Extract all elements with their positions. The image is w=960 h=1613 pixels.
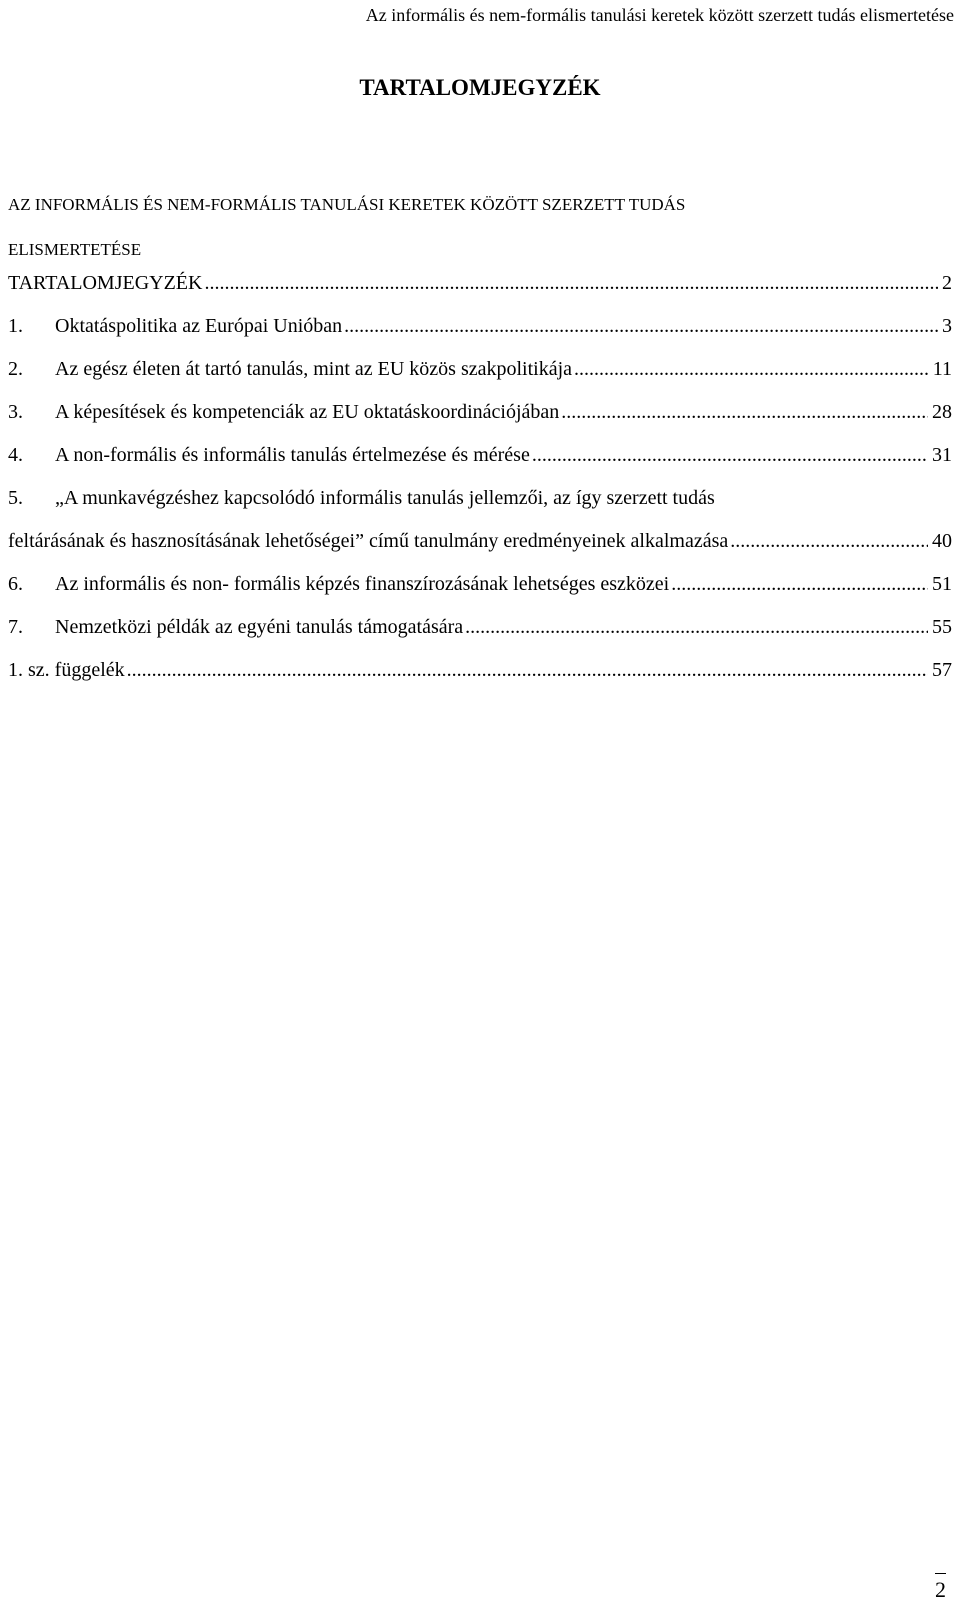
toc-entry-text: Az informális és non- formális képzés finanszírozásának lehetséges eszközei (55, 573, 670, 595)
toc-entry-2[interactable] (8, 355, 952, 383)
toc-leader-dots (671, 570, 928, 598)
toc-page-number: 55 (932, 616, 952, 638)
toc-entry-6[interactable] (8, 570, 952, 598)
toc-entry-text: 1. sz. függelék (8, 659, 125, 681)
toc-entry-number: 7. (8, 616, 23, 638)
toc-entry-1[interactable] (8, 312, 952, 340)
toc-entry-text: Oktatáspolitika az Európai Unióban (55, 315, 343, 337)
toc-page-number: 51 (932, 573, 952, 595)
page-title: TARTALOMJEGYZÉK (359, 75, 601, 100)
toc-entry-7[interactable] (8, 613, 952, 641)
toc-leader-dots (532, 441, 928, 469)
toc-entry-text: „A munkavégzéshez kapcsolódó informális tanulás jellemzői, az így szerzett tudás (55, 487, 715, 509)
toc-entry-number: 2. (8, 358, 23, 380)
toc-entry-5-first-line[interactable] (8, 484, 952, 512)
toc-entry-3[interactable] (8, 398, 952, 426)
document-title-line-2: ELISMERTETÉSE (8, 240, 142, 259)
toc-leader-dots (127, 656, 928, 684)
toc-leader-dots (561, 398, 928, 426)
toc-leader-dots (574, 355, 929, 383)
toc-page-number: 31 (932, 444, 952, 466)
toc-entry-number: 3. (8, 401, 23, 423)
toc-leader-dots (465, 613, 928, 641)
toc-leader-dots (730, 527, 928, 555)
toc-page-number: 3 (942, 315, 952, 337)
toc-entry-number: 4. (8, 444, 23, 466)
toc-entry-text: A non-formális és informális tanulás értelmezése és mérése (55, 444, 530, 466)
toc-entry-text: Az egész életen át tartó tanulás, mint az EU közös szakpolitikája (55, 358, 573, 380)
toc-entry-tartalomjegyzek[interactable] (8, 269, 952, 297)
toc-entry-text: feltárásának és hasznosításának lehetőségei” című tanulmány eredményeinek alkalmazása (8, 530, 729, 552)
document-title-line-1: AZ INFORMÁLIS ÉS NEM-FORMÁLIS TANULÁSI KERETEK KÖZÖTT SZERZETT TUDÁS (8, 195, 686, 214)
toc-page-number: 28 (932, 401, 952, 423)
toc-leader-dots (344, 312, 938, 340)
toc-page-number: 2 (942, 272, 952, 294)
toc-entry-number: 5. (8, 487, 23, 509)
toc-entry-text: Nemzetközi példák az egyéni tanulás támogatására (55, 616, 464, 638)
toc-entry-number: 6. (8, 573, 23, 595)
running-header: Az informális és nem-formális tanulási keretek között szerzett tudás elismertetése (365, 5, 954, 25)
toc-entry-number: 1. (8, 315, 23, 337)
toc-entry-appendix-1[interactable] (8, 656, 952, 684)
toc-page-number: 57 (932, 659, 952, 681)
toc-entry-5-second-line[interactable] (8, 527, 952, 555)
toc-page-number: 11 (932, 358, 952, 380)
toc-page-number: 40 (932, 530, 952, 552)
toc-leader-dots (204, 269, 938, 297)
toc-entry-text: TARTALOMJEGYZÉK (8, 272, 203, 294)
toc-entry-4[interactable] (8, 441, 952, 469)
toc-entry-text: A képesítések és kompetenciák az EU oktatáskoordinációjában (55, 401, 560, 423)
page-number: 2 (935, 1573, 946, 1603)
